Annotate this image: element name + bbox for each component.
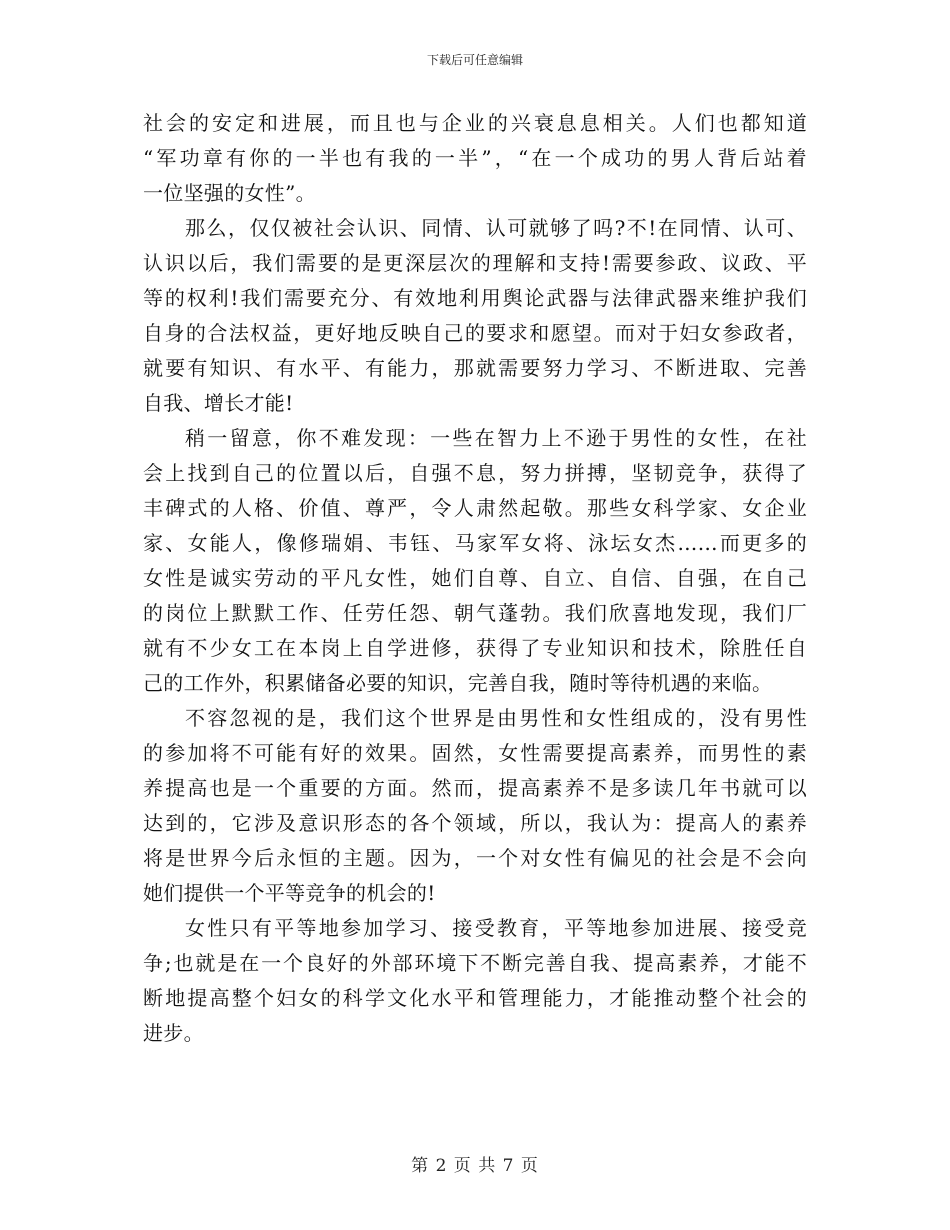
text-line: 家、女能人，像修瑞娟、韦钰、马家军女将、泳坛女杰……而更多的 [143,531,807,555]
paragraph [143,701,807,911]
paragraph [143,106,807,211]
text-line: 会上找到自己的位置以后，自强不息，努力拼搏，坚韧竞争，获得了 [143,461,807,485]
text-line: 断地提高整个妇女的科学文化水平和管理能力，才能推动整个社会的 [143,986,807,1010]
text-line: 进步。 [143,1021,204,1045]
text-line: 那么，仅仅被社会认识、同情、认可就够了吗?不!在同情、认可、 [185,216,807,240]
text-line: 稍一留意，你不难发现：一些在智力上不逊于男性的女性，在社 [185,426,807,450]
paragraph [143,421,807,701]
text-line: 养提高也是一个重要的方面。然而，提高素养不是多读几年书就可以 [143,776,807,800]
text-line: 不容忽视的是，我们这个世界是由男性和女性组成的，没有男性 [185,706,807,730]
text-line: “军功章有你的一半也有我的一半”，“在一个成功的男人背后站着 [143,146,807,170]
text-line: 自我、增长才能! [143,391,294,415]
text-line: 自身的合法权益，更好地反映自己的要求和愿望。而对于妇女参政者， [143,321,807,345]
text-line: 女性只有平等地参加学习、接受教育，平等地参加进展、接受竞 [185,916,807,940]
paragraph [143,911,807,1051]
page-number-footer: 第 2 页 共 7 页 [411,1156,539,1176]
text-line: 将是世界今后永恒的主题。因为，一个对女性有偏见的社会是不会向 [143,846,807,870]
text-line: 丰碑式的人格、价值、尊严，令人肃然起敬。那些女科学家、女企业 [143,496,807,520]
text-line: 社会的安定和进展，而且也与企业的兴衰息息相关。人们也都知道 [143,111,807,135]
text-line: 认识以后，我们需要的是更深层次的理解和支持!需要参政、议政、平 [143,251,807,275]
text-line: 就有不少女工在本岗上自学进修，获得了专业知识和技术，除胜任自 [143,636,807,660]
text-line: 她们提供一个平等竞争的机会的! [143,881,436,905]
text-line: 己的工作外，积累储备必要的知识，完善自我，随时等待机遇的来临。 [143,671,773,695]
paragraph [143,211,807,421]
text-line: 等的权利!我们需要充分、有效地利用舆论武器与法律武器来维护我们 [143,286,807,310]
text-line: 就要有知识、有水平、有能力，那就需要努力学习、不断进取、完善 [143,356,807,380]
document-body [143,106,807,1051]
text-line: 的岗位上默默工作、任劳任怨、朝气蓬勃。我们欣喜地发现，我们厂 [143,601,807,625]
text-line: 的参加将不可能有好的效果。固然，女性需要提高素养，而男性的素 [143,741,807,765]
text-line: 女性是诚实劳动的平凡女性，她们自尊、自立、自信、自强，在自己 [143,566,807,590]
text-line: 争;也就是在一个良好的外部环境下不断完善自我、提高素养，才能不 [143,951,807,975]
text-line: 一位坚强的女性”。 [143,181,316,205]
page-header: 下载后可任意编辑 [426,53,523,67]
text-line: 达到的，它涉及意识形态的各个领域，所以，我认为：提高人的素养 [143,811,807,835]
